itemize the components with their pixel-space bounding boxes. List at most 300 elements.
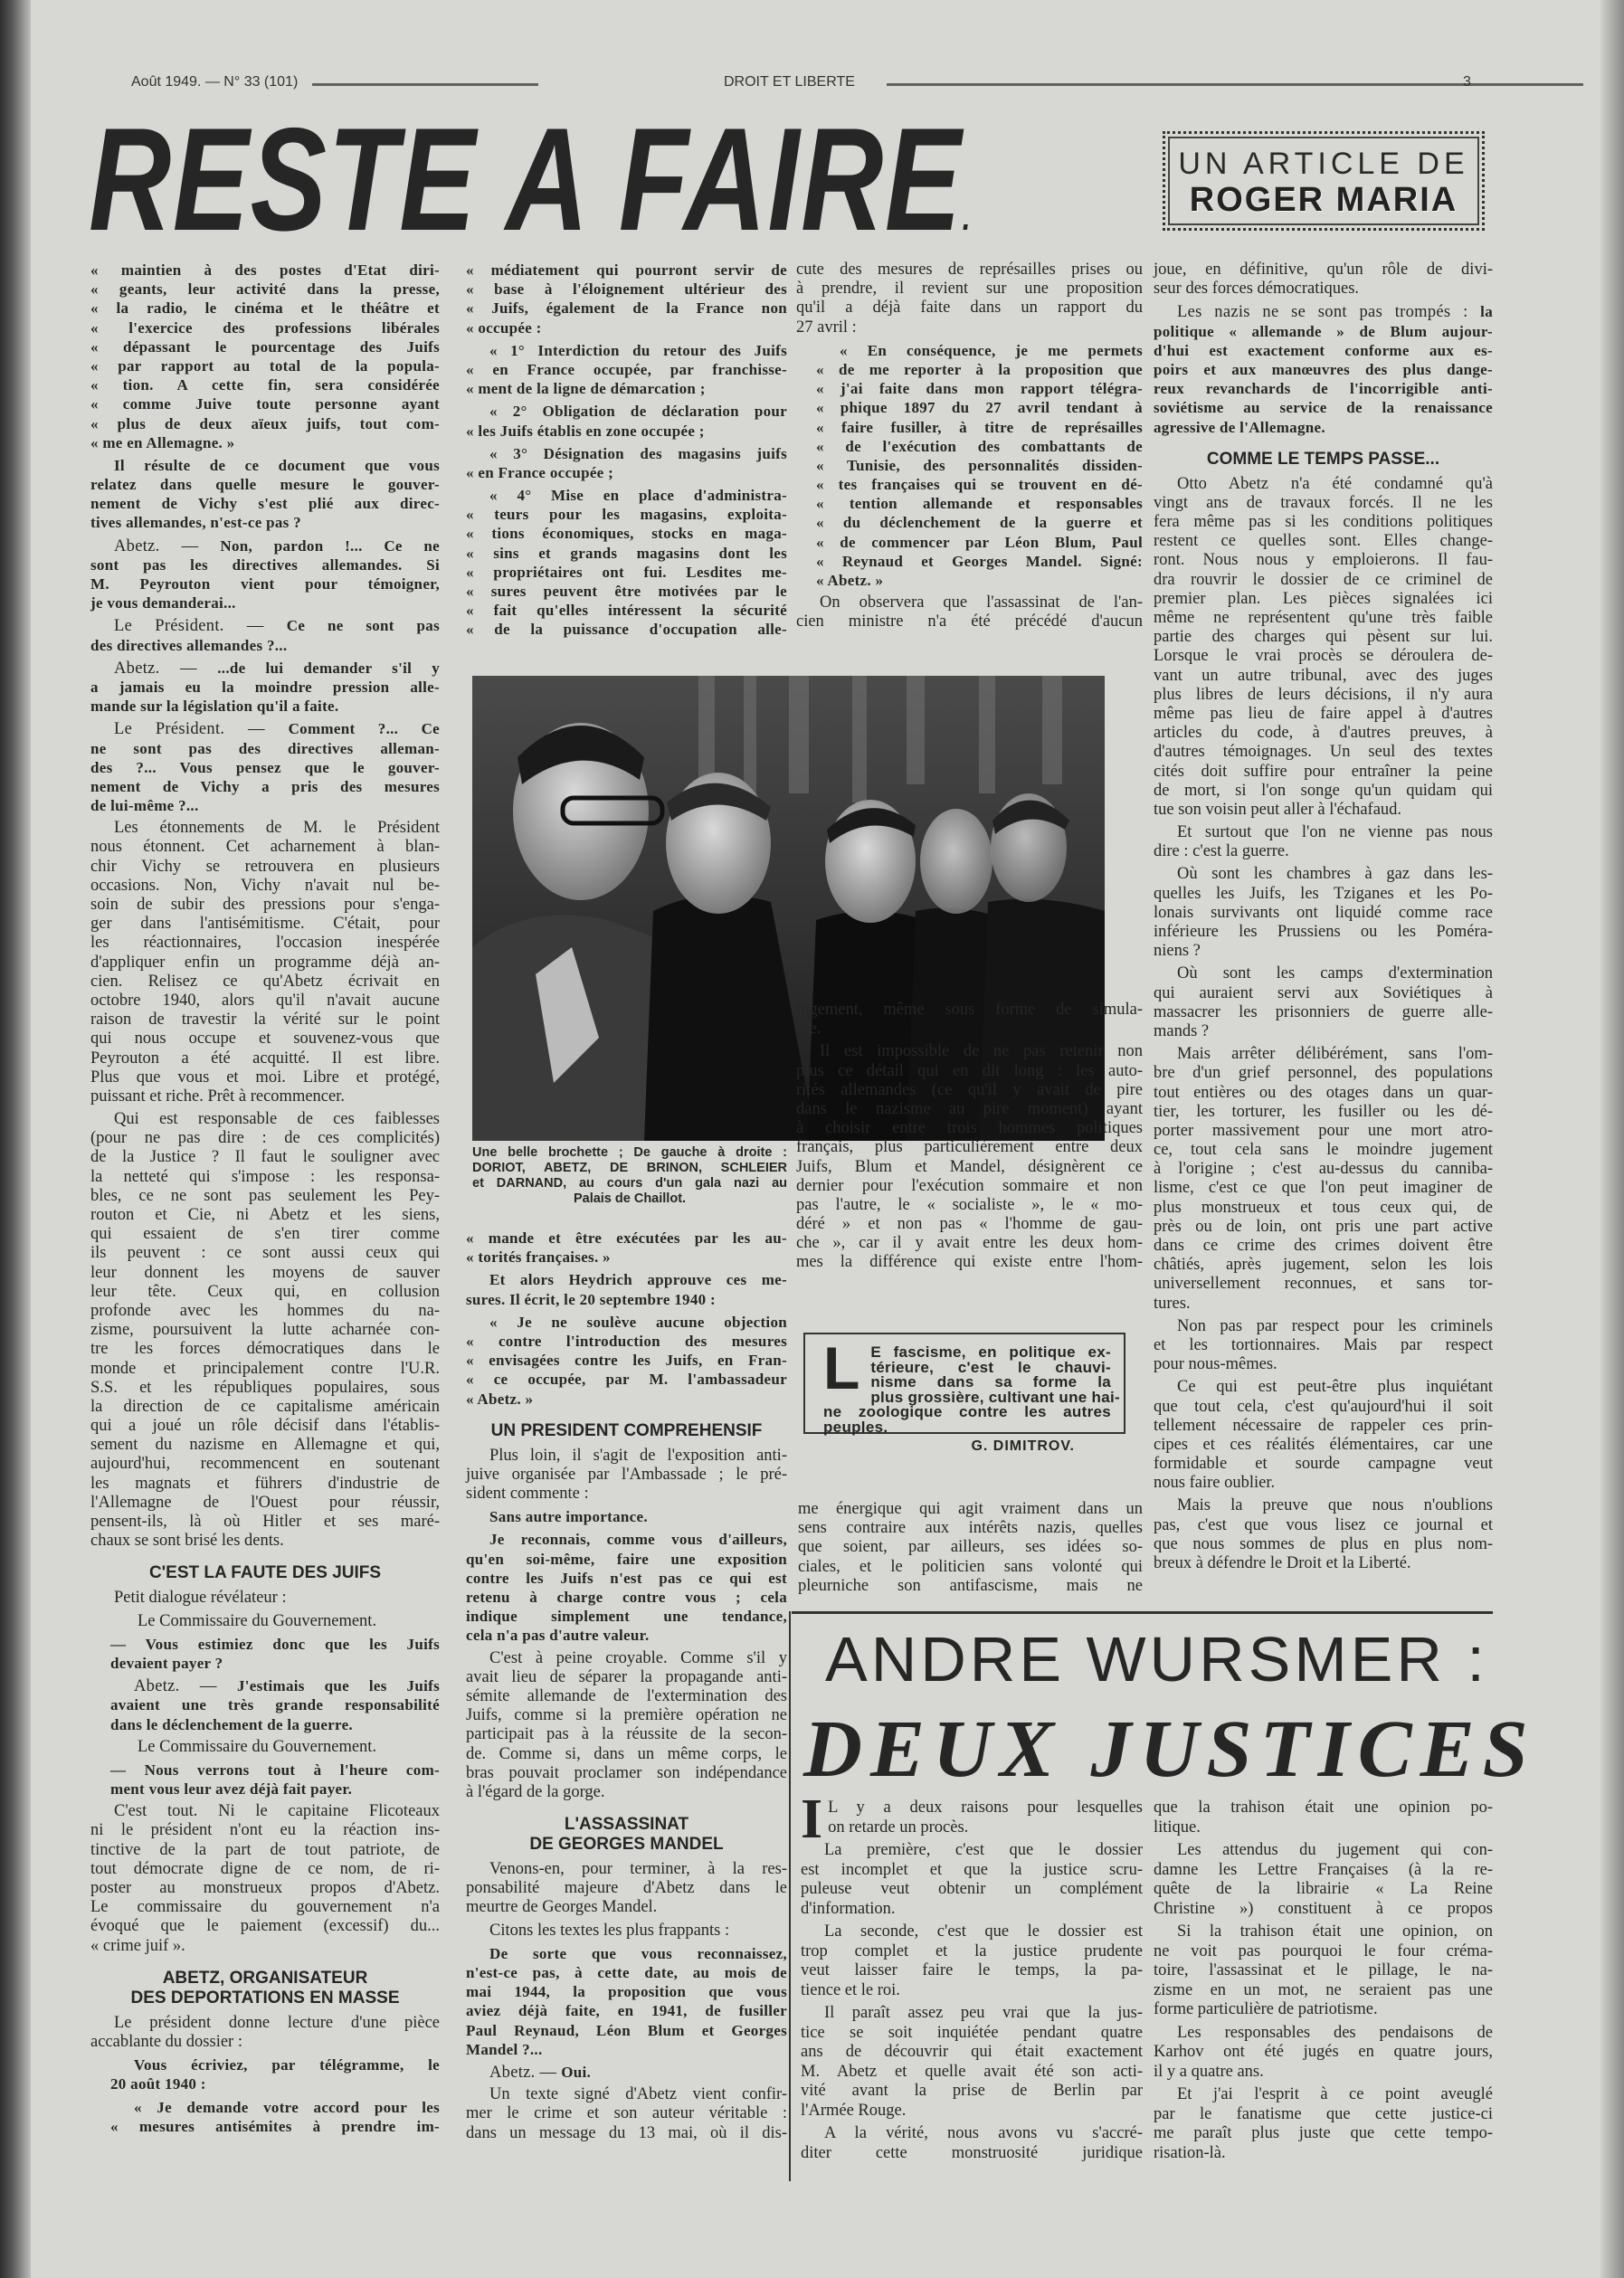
text-line: Les attendus du jugement qui con-: [1177, 1841, 1493, 1859]
text-line: accablante du dossier :: [90, 2032, 242, 2051]
text-line: vité avant la prise de Berlin par: [801, 2082, 1143, 2100]
text-line: de la Justice ? Il faut le souligner avec: [90, 1148, 440, 1167]
text-line: l'Armée Rouge.: [801, 2101, 907, 2120]
text-line: [1154, 302, 1493, 321]
text-line: seur des forces démocratiques.: [1154, 280, 1360, 299]
paragraph: [90, 261, 440, 452]
text-line: Il résulte de ce document que vous: [114, 456, 440, 474]
line-text: ...de lui demander s'il y: [217, 659, 440, 677]
text-line: de lui-même ?...: [90, 797, 199, 815]
caption-line: Une belle brochette ; De gauche à droite :: [472, 1145, 787, 1160]
column-3-bottom: [798, 1500, 1143, 1599]
paragraph: [798, 1500, 1143, 1596]
paragraph: [801, 2124, 1143, 2163]
text-line: les réactionnaires, l'occasion inespérée: [90, 934, 440, 953]
text-line: 27 avril :: [796, 318, 857, 337]
paragraph: [1154, 1317, 1493, 1375]
text-line: ans de découvrir qui était exactement: [801, 2043, 1143, 2061]
paragraph: [466, 1922, 787, 1941]
text-line: S.S. et les républiques populaires, sous: [90, 1378, 440, 1397]
paragraph: [816, 341, 1143, 590]
text-line: reux revanchards de l'incorrigible anti-: [1154, 380, 1493, 398]
text-line: Peyrouton a été acquitté. Il est libre.: [90, 1049, 440, 1068]
paragraph: [1154, 261, 1493, 299]
text-line: Venons-en, pour terminer, à la res-: [489, 1860, 787, 1879]
text-line: occasions. Non, Vichy n'avait nul be-: [90, 876, 440, 895]
text-line: Les responsables des pendaisons de: [1177, 2023, 1493, 2042]
text-line: dans ce crime des crimes doivent être: [1154, 1237, 1493, 1255]
text-line: Si la trahison était une opinion, on: [1177, 1922, 1493, 1941]
text-line: breux à défendre le Droit et la Liberté.: [1154, 1554, 1411, 1572]
text-line: universellement reconnues, et sans tor-: [1154, 1275, 1493, 1294]
text-line: « me en Allemagne. »: [90, 433, 235, 451]
text-line: nement de Vichy s'est plié aux direc-: [90, 495, 440, 513]
speaker-lead: Abetz. —: [114, 536, 221, 555]
dimitrov-quote-box: [803, 1333, 1125, 1454]
text-line: Vous écriviez, par télégramme, le: [134, 2056, 440, 2074]
text-line: chir Vichy se retrouvera en plusieurs: [90, 857, 440, 876]
text-line: « en France occupée ;: [466, 463, 614, 481]
paragraph: [466, 1649, 787, 1803]
text-line: la direction de ce capitalisme américain: [90, 1397, 440, 1416]
text-line: Mais arrêter délibérément, sans l'om-: [1177, 1045, 1493, 1064]
issue-info: Août 1949. — N° 33 (101): [131, 74, 299, 90]
masthead: [127, 72, 1475, 96]
text-line: zisme en un mot, ne seraient pas une: [1154, 1980, 1493, 1999]
text-line: dans le nazisme au pire moment) ayant: [796, 1099, 1143, 1118]
paragraph: [796, 593, 1143, 631]
text-line: Où sont les camps d'extermination: [1177, 964, 1493, 983]
text-line: la netteté qui s'impose : les responsa-: [90, 1167, 440, 1186]
text-line: cela n'a pas d'autre valeur.: [466, 1627, 650, 1645]
text-line: pas, c'est que vous lisez ce journal et: [1154, 1515, 1493, 1534]
text-line: [466, 2063, 787, 2082]
text-line: tures.: [1154, 1294, 1191, 1313]
text-line: et les tortionnaires. Mais par respect: [1154, 1335, 1493, 1354]
speaker-lead: Abetz. —: [134, 1677, 237, 1696]
text-line: qui a joué un rôle décisif dans l'établis-: [90, 1417, 440, 1436]
text-line: Paul Reynaud, Léon Blum et Georges: [466, 2021, 787, 2039]
text-line: Mais la preuve que nous n'oublions: [1177, 1496, 1493, 1515]
paragraph: [1154, 1045, 1493, 1314]
text-line: Et surtout que l'on ne vienne pas nous: [1177, 823, 1493, 842]
text-line: « sures peuvent être motivées par le: [466, 583, 787, 600]
text-line: rités allemandes (ce qu'il y avait de pire: [796, 1080, 1143, 1099]
text-line: plus ce détail qui en dit long : les auto-: [796, 1061, 1143, 1080]
text-line: cien ministre n'a été précédé d'aucun: [796, 612, 1143, 631]
text-line: bras pouvait proclamer son indépendance: [466, 1763, 787, 1782]
text-line: dra rouvrir le dossier de ce criminel de: [1154, 570, 1493, 589]
text-line: relatez dans quelle mesure le gouver-: [90, 476, 440, 494]
text-line: — Vous estimiez donc que les Juifs: [110, 1635, 440, 1653]
text-line: « du déclenchement de la guerre et: [816, 514, 1143, 532]
text-line: puleuse veut obtenir un complément: [801, 1880, 1143, 1898]
text-line: La seconde, c'est que le dossier est: [824, 1922, 1143, 1941]
paragraph: [466, 2063, 787, 2082]
page-number: 3: [1463, 74, 1471, 90]
text-line: « l'exercice des professions libérales: [90, 318, 440, 337]
text-line: Ce qui est peut-être plus inquiétant: [1177, 1378, 1493, 1397]
headline-text: RESTE A FAIRE: [89, 98, 963, 261]
text-line: il y a quatre ans.: [1154, 2062, 1264, 2081]
paragraph: [466, 1507, 787, 1526]
text-line: tience et le roi.: [801, 1980, 900, 1999]
text-line: « ment de la ligne de démarcation ;: [466, 380, 706, 398]
paragraph: [466, 1860, 787, 1918]
text-line: La première, c'est que le dossier: [824, 1841, 1143, 1859]
text-line: français, plus particulièrement entre deux: [796, 1138, 1143, 1157]
text-line: octobre 1940, alors qu'il n'avait aucune: [90, 991, 440, 1010]
text-line: zisme, poursuivent la lutte acharnée con-: [90, 1321, 440, 1340]
text-line: soin de subir des pressions pour s'enga-: [90, 896, 440, 914]
text-line: inférieure les Prussiens ou les Poméra-: [1154, 923, 1493, 941]
text-line: sens contraire aux intérêts nazis, quelles: [798, 1519, 1143, 1538]
text-line: C'est tout. Ni le capitaine Flicoteaux: [114, 1802, 440, 1821]
text-line: « en France occupée, par franchisse-: [466, 360, 787, 378]
heading-line: UN PRESIDENT COMPREHENSIF: [490, 1420, 763, 1440]
text-line: pour nous-mêmes.: [1154, 1355, 1277, 1374]
text-line: ront. Nous nous y emploierons. Il fau-: [1154, 551, 1493, 570]
text-line: à choisir entre trois hommes politiques: [796, 1119, 1143, 1138]
text-line: profonde avec les hommes du na-: [90, 1301, 440, 1320]
text-line: cute des mesures de représailles prises ou: [796, 261, 1143, 279]
text-line: poster au monstrueux propos d'Abetz.: [90, 1879, 440, 1897]
paragraph: [466, 402, 787, 440]
text-line: on retarde un procès.: [828, 1818, 969, 1837]
text-line: Juifs, comme si la première opération ne: [466, 1706, 787, 1725]
speaker-lead: Le Président. —: [114, 617, 287, 636]
text-line: retenu à charge contre vous ; cela: [466, 1589, 787, 1606]
paragraph: [796, 1042, 1143, 1272]
paragraph: [466, 444, 787, 482]
text-line: même pas lieu de faire appel à d'autres: [1154, 704, 1493, 723]
text-line: que nous sommes de plus en plus nom-: [1154, 1534, 1493, 1553]
paragraph: [1154, 1496, 1493, 1573]
text-line: « propriétaires ont fui. Lesdites me-: [466, 563, 787, 581]
heading-line: DES DEPORTATIONS EN MASSE: [130, 1988, 400, 2007]
caption-line: DORIOT, ABETZ, DE BRINON, SCHLEIER: [472, 1161, 787, 1175]
text-line: routon et Cie, ni Abetz et les siens,: [90, 1206, 440, 1224]
paragraph: [1154, 1799, 1493, 1837]
text-line: bre d'un grief personnel, des populations: [1154, 1064, 1493, 1083]
line-text: Ce ne sont pas: [286, 617, 440, 635]
text-line: [90, 616, 440, 635]
text-line: mande sur la législation qu'il a faite.: [90, 698, 339, 716]
text-line: « tention allemande et responsables: [816, 495, 1143, 513]
text-line: dire : c'est la guerre.: [1154, 842, 1289, 861]
text-line: 20 août 1940 :: [110, 2075, 206, 2093]
paragraph: [1154, 302, 1493, 436]
text-line: sont pas les directives allemandes. Si: [90, 555, 440, 574]
text-line: poirs et aux manœuvres des plus dange-: [1154, 360, 1493, 378]
paragraph: [138, 1612, 440, 1631]
text-line: — Nous verrons tout à l'heure com-: [110, 1761, 440, 1779]
paragraph: [90, 659, 440, 717]
text-line: [90, 719, 440, 738]
text-line: fera même pas si les conditions politiques: [1154, 513, 1493, 532]
text-line: Plus loin, il s'agit de l'exposition anti-: [489, 1446, 787, 1465]
text-line: « geants, leur activité dans la presse,: [90, 280, 440, 299]
text-line: sident commente :: [466, 1485, 589, 1504]
byline-author: ROGER MARIA: [1189, 181, 1458, 219]
text-line: « contre l'introduction des mesures: [466, 1332, 787, 1350]
text-line: jugement, même sous forme de simula-: [796, 1001, 1143, 1019]
text-line: Lorsque le vrai procès se déroulera de-: [1154, 647, 1493, 666]
text-line: me énergique qui agit vraiment dans un: [798, 1500, 1143, 1518]
text-line: l'Allemagne de l'Ouest pour réussir,: [90, 1493, 440, 1512]
text-line: articles du code, à d'autres preuves, à: [1154, 724, 1493, 743]
text-line: « de commencer par Léon Blum, Paul: [816, 533, 1143, 551]
text-line: « torités françaises. »: [466, 1248, 611, 1267]
text-line: tellement nécessaire de rappeler ces prin-: [1154, 1416, 1493, 1435]
speaker-lead: Les nazis ne se sont pas trompés :: [1177, 303, 1481, 322]
text-line: « Abetz. »: [466, 1390, 534, 1408]
article-divider: [792, 1611, 1493, 1614]
line-text: Oui.: [561, 2063, 592, 2081]
second-article-column-1: [801, 1789, 1143, 2167]
section-heading: [466, 1421, 787, 1441]
paragraph: [90, 2014, 440, 2052]
text-line: peuples.: [823, 1418, 888, 1436]
text-line: porter massivement pour une mort atro-: [1154, 1121, 1493, 1140]
text-line: mer le crime et son auteur véritable :: [466, 2104, 787, 2123]
section-heading: [90, 1563, 440, 1583]
text-line: tives allemandes, n'est-ce pas ?: [90, 514, 301, 532]
text-line: De sorte que vous reconnaissez,: [489, 1944, 787, 1962]
text-line: Où sont les chambres à gaz dans les-: [1177, 865, 1493, 884]
text-line: veut laisser faire le temps, la pa-: [801, 1961, 1143, 1979]
text-line: cipes et ces réalités élémentaires, car une: [1154, 1435, 1493, 1454]
text-line: bles, ce ne sont pas seulement les Pey-: [90, 1186, 440, 1205]
paragraph: [110, 1635, 440, 1673]
scan-edge-left: [0, 0, 31, 2278]
text-line: chaux se sont brisé les dents.: [90, 1532, 284, 1551]
text-line: Juifs, Blum et Mandel, désignèrent ce: [796, 1157, 1143, 1176]
text-line: tier, les torturer, les fusiller ou les dé-: [1154, 1102, 1493, 1121]
text-line: pleurniche son antifascisme, mais ne: [798, 1576, 1143, 1595]
paragraph: [801, 1841, 1143, 1919]
text-line: Christine ») constituent à ce propos: [1154, 1899, 1493, 1918]
line-text: Comment ?... Ce: [288, 720, 440, 738]
caption-line: et DARNAND, au cours d'un gala nazi au: [472, 1176, 787, 1191]
text-line: ne zoologique contre les autres: [823, 1403, 1111, 1420]
column-2-bottom: [466, 1229, 787, 2147]
text-line: C'est à peine croyable. Comme s'il y: [489, 1648, 787, 1667]
speaker-lead: Le Président. —: [114, 720, 289, 739]
column-4: [1154, 261, 1493, 1577]
paragraph: [1154, 2085, 1493, 2163]
text-line: « j'ai faite dans mon rapport télégra-: [816, 380, 1143, 398]
paragraph: [1154, 1378, 1493, 1493]
text-line: Et alors Heydrich approuve ces me-: [489, 1271, 787, 1289]
text-line: Petit dialogue révélateur :: [114, 1589, 287, 1608]
text-line: ne sont pas des directives alleman-: [90, 739, 440, 757]
paragraph: [90, 456, 440, 533]
paragraph: [90, 1110, 440, 1551]
text-line: tout démocrate digne de ce nom, de ri-: [90, 1859, 440, 1878]
section-heading: [1154, 450, 1493, 470]
text-line: Les étonnements de M. le Président: [114, 819, 440, 838]
column-2-top: [466, 261, 787, 643]
paragraph: [466, 486, 787, 640]
text-line: « Juifs, également de la France non: [466, 299, 787, 318]
text-line: « de l'exécution des combattants de: [816, 437, 1143, 455]
text-line: plus monstrueux et tous ceux qui, de: [1154, 1198, 1493, 1217]
text-line: nement de Vichy a pris des mesures: [90, 777, 440, 795]
text-line: d'hui est exactement conforme aux es-: [1154, 341, 1493, 359]
text-line: Karhov ont été jugés en quatre jours,: [1154, 2043, 1493, 2061]
text-line: térieure, c'est le chauvi-: [870, 1358, 1111, 1376]
text-line: « Reynaud et Georges Mandel. Signé:: [816, 552, 1143, 570]
text-line: Et j'ai l'esprit à ce point aveuglé: [1177, 2085, 1493, 2103]
text-line: « maintien à des postes d'Etat diri-: [90, 261, 440, 279]
paragraph: [801, 1922, 1143, 2000]
text-line: devaient payer ?: [110, 1654, 223, 1672]
text-line: « plus de deux aïeux juifs, tout com-: [90, 414, 440, 432]
text-line: avaient une très grande responsabilité: [110, 1696, 440, 1714]
paragraph: [90, 819, 440, 1106]
text-line: A la vérité, nous avons vu s'accré-: [824, 2124, 1143, 2142]
paragraph: [90, 536, 440, 613]
text-line: Otto Abetz n'a été condamné qu'à: [1177, 474, 1493, 493]
quote-text: [823, 1334, 1120, 1436]
byline-kicker: UN ARTICLE DE: [1178, 147, 1469, 181]
text-line: nous étonnent. Cet acharnement à blan-: [90, 838, 440, 857]
text-line: damne les Lettre Françaises (à la re-: [1154, 1860, 1493, 1879]
text-line: ponsabilité majeure d'Abetz dans le: [466, 1879, 787, 1898]
text-line: de. Comme si, dans un même corps, le: [466, 1744, 787, 1763]
headline-dot: .: [962, 198, 972, 238]
paragraph: [796, 1001, 1143, 1039]
text-line: les magnats et führers d'industrie de: [90, 1474, 440, 1493]
text-line: Je reconnais, comme vous d'ailleurs,: [489, 1531, 787, 1549]
text-line: « tion. A cette fin, sera considérée: [90, 376, 440, 394]
text-line: « médiatement qui pourront servir de: [466, 261, 787, 279]
text-line: qu'en soi-même, faire une exposition: [466, 1550, 787, 1568]
paragraph: [110, 1761, 440, 1799]
text-line: plus grossière, cultivant une hai-: [870, 1388, 1120, 1406]
paper-name: DROIT ET LIBERTE: [724, 74, 855, 90]
text-line: sémite allemande de l'extermination des: [466, 1686, 787, 1705]
paragraph: [466, 1313, 787, 1409]
text-line: « la radio, le cinéma et le théâtre et: [90, 299, 440, 318]
text-line: « crime juif ».: [90, 1936, 185, 1955]
text-line: toire, l'assassinat et le pillage, le na-: [1154, 1961, 1493, 1979]
caption-line: Palais de Chaillot.: [573, 1191, 687, 1206]
text-line: ne voit pas pourquoi le four créma-: [1154, 1941, 1493, 1960]
drop-cap: I: [801, 1789, 823, 1850]
paragraph: [1154, 475, 1493, 820]
text-line: tice se soit inquiétée pendant quatre: [801, 2023, 1143, 2042]
text-line: Il paraît assez peu vrai que la jus-: [824, 2004, 1143, 2022]
byline-box: [1163, 131, 1485, 231]
text-line: [110, 1676, 440, 1695]
text-line: « Je demande votre accord pour les: [134, 2098, 440, 2116]
text-line: soviétisme au service de la renaissance: [1154, 399, 1493, 417]
text-line: je vous demanderai...: [90, 594, 236, 612]
text-line: vant un autre tribunal, avec des juges: [1154, 666, 1493, 685]
text-line: déré » et non pas « l'homme de gau-: [796, 1215, 1143, 1234]
text-line: E fascisme, en politique ex-: [870, 1343, 1111, 1361]
text-line: meurtre de Georges Mandel.: [466, 1898, 658, 1917]
text-line: « tions économiques, stocks en maga-: [466, 525, 787, 543]
text-line: « par rapport au total de la popula-: [90, 356, 440, 375]
text-line: cités doit suffire pour entraîner la peine: [1154, 762, 1493, 781]
text-line: leur tête. Ceux qui, en collusion: [90, 1282, 440, 1301]
text-line: ciales, et le politicien sans volonté qui: [798, 1557, 1143, 1576]
second-article-author: ANDRE WURSMER :: [825, 1624, 1488, 1694]
text-line: Plus que vous et moi. Libre et protégé,: [90, 1068, 440, 1087]
text-line: mai 1944, la proposition que vous: [466, 1983, 787, 2001]
article-divider-vertical: [789, 1611, 791, 2181]
text-line: pensent-ils, là où Hitler et ses maré-: [90, 1513, 440, 1531]
text-line: « comme Juive toute personne ayant: [90, 395, 440, 413]
text-line: tout entières ou des otages dans un quar-: [1154, 1083, 1493, 1102]
line-text: la: [1480, 303, 1493, 321]
section-heading: [466, 1815, 787, 1855]
text-line: « dépassant le pourcentage des Juifs: [90, 337, 440, 356]
text-line: Le Commissaire du Gouvernement.: [138, 1737, 377, 1756]
text-line: « de la puissance d'occupation alle-: [466, 621, 787, 639]
paragraph: [466, 341, 787, 399]
text-line: tinctive de la part de tout patriote, de: [90, 1840, 440, 1859]
text-line: L y a deux raisons pour lesquelles: [828, 1799, 1143, 1817]
paragraph: [466, 261, 787, 337]
paragraph: [1154, 865, 1493, 961]
heading-line: COMME LE TEMPS PASSE...: [1206, 449, 1440, 469]
text-line: formidable et sourde campagne veut: [1154, 1455, 1493, 1474]
text-line: « envisagées contre les Juifs, en Fran-: [466, 1352, 787, 1370]
paragraph: [90, 1589, 440, 1608]
text-line: même ne représentent qu'une très faible: [1154, 609, 1493, 627]
text-line: cien. Relisez ce qu'Abetz écrivait en: [90, 972, 440, 991]
text-line: monde et principalement contre l'U.R.: [90, 1359, 440, 1378]
line-text: Non, pardon !... Ce ne: [220, 536, 440, 555]
text-line: nisme dans sa forme la: [870, 1373, 1111, 1391]
heading-line: L'ASSASSINAT: [564, 1815, 689, 1835]
text-line: mands ?: [1154, 1021, 1210, 1040]
text-line: qui essaient de s'en tirer comme: [90, 1225, 440, 1244]
text-line: tre les forces démocratiques dans le: [90, 1340, 440, 1359]
text-line: mes la différence qui existe entre l'hom-: [796, 1253, 1143, 1272]
text-line: participait pas à la réussite de la secon-: [466, 1725, 787, 1744]
text-line: à l'origine ; c'est au-dessus du canniba-: [1154, 1160, 1493, 1179]
paragraph: [1154, 1841, 1493, 1919]
text-line: tue son voisin peut aller à l'échafaud.: [1154, 800, 1402, 819]
text-line: a jamais eu la moindre pression alle-: [90, 678, 440, 696]
paragraph: [466, 2085, 787, 2143]
text-line: massacrer les prisonniers de guerre alle-: [1154, 1002, 1493, 1021]
paragraph: [466, 1270, 787, 1308]
text-line: leur donnent les moyens de sauver: [90, 1263, 440, 1282]
paragraph: [110, 2055, 440, 2093]
section-heading: [90, 1969, 440, 2008]
speaker-lead: Abetz. —: [114, 659, 218, 678]
text-line: trop complet et la justice prudente: [801, 1941, 1143, 1960]
text-line: est incomplet et que la justice scru-: [801, 1860, 1143, 1879]
text-line: châtiés, après jugement, selon les lois: [1154, 1256, 1493, 1275]
heading-line: C'EST LA FAUTE DES JUIFS: [148, 1563, 382, 1583]
text-line: ils peuvent : ce sont aussi ceux qui: [90, 1244, 440, 1263]
text-line: niens ?: [1154, 942, 1201, 961]
text-line: aviez déjà faite, en 1941, de fusiller: [466, 2002, 787, 2020]
text-line: Citons les textes les plus frappants :: [489, 1921, 730, 1940]
text-line: [90, 659, 440, 678]
text-line: « tes françaises qui se trouvent en dé-: [816, 476, 1143, 494]
text-line: Qui est responsable de ces faiblesses: [114, 1110, 440, 1129]
second-article-headline: DEUX JUSTICES: [803, 1704, 1536, 1794]
text-line: cre.: [796, 1020, 821, 1039]
